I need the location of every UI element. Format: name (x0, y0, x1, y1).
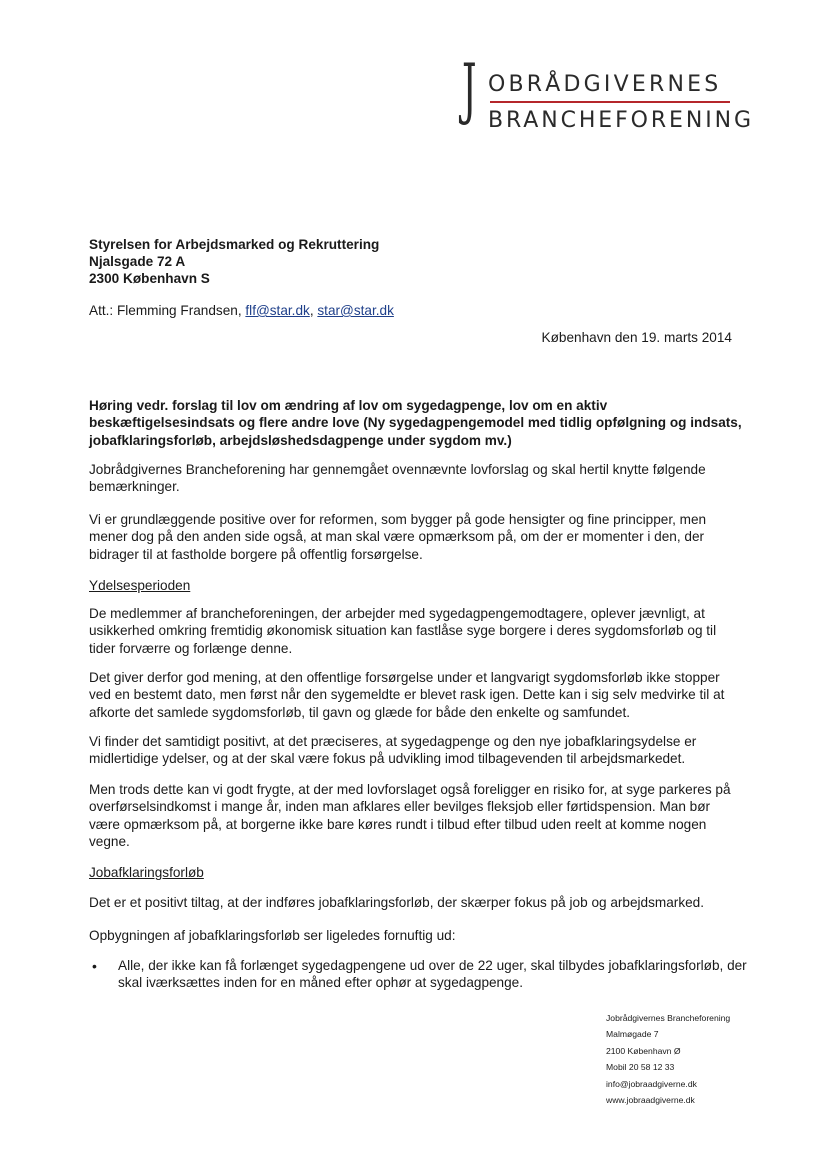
text-line: Men trods dette kan vi godt frygte, at der med lovforslaget også foreligger en risiko for, at syge parkeres på (89, 782, 731, 797)
paragraph-members (89, 605, 749, 657)
attention-line (89, 302, 394, 319)
section-heading-ydelsesperioden: Ydelsesperioden (89, 578, 191, 593)
text-line: De medlemmer af brancheforeningen, der arbejder med sygedagpengemodtagere, oplever jævnligt, at (89, 606, 705, 621)
subject-line: jobafklaringsforløb, arbejdsløshedsdagpenge under sygdom mv.) (89, 432, 512, 448)
paragraph-risk (89, 781, 749, 850)
text-line: bemærkninger. (89, 479, 180, 495)
paragraph-good-sense (89, 669, 749, 721)
recipient-city: 2300 København S (89, 271, 210, 286)
email-link-flf[interactable]: flf@star.dk (245, 303, 310, 318)
footer-email[interactable]: info@jobraadgiverne.dk (606, 1078, 697, 1089)
bullet-item (118, 957, 758, 992)
letter-date: København den 19. marts 2014 (541, 330, 732, 345)
text-line: usikkerhed omkring fremtidig økonomisk situation kan fastlåse syge borgere i deres sygdomsforløb og til (89, 623, 717, 639)
text-line: Jobrådgivernes Brancheforening har gennemgået ovennævnte lovforslag og skal hertil knytte følgende (89, 462, 706, 477)
subject-line: Høring vedr. forslag til lov om ændring af lov om sygedagpenge, lov om en aktiv (89, 398, 608, 413)
email-link-star[interactable]: star@star.dk (317, 303, 394, 318)
text-line: skal iværksættes inden for en måned efter ophør at sygedagpenge. (118, 975, 524, 991)
text-line: være opmærksom på, at borgerne ikke bare køres rundt i tilbud efter tilbud uden reelt at komme nogen (89, 816, 707, 832)
text-line: mener dog på den anden side også, at man skal være opmærksom på, om der er momenter i den, der (89, 529, 705, 545)
footer-org-name: Jobrådgivernes Brancheforening (606, 1013, 731, 1023)
paragraph-positive (89, 733, 749, 768)
attention-separator: , (309, 303, 318, 318)
recipient-street: Njalsgade 72 A (89, 254, 186, 269)
text-line: Vi er grundlæggende positive over for reformen, som bygger på gode hensigter og fine principper, men (89, 512, 707, 527)
text-line: tider forværre og forlænge denne. (89, 640, 293, 656)
text-line: overførselsindkomst i mange år, inden man afklares eller bevilges fleksjob eller førtidspension. Man bør (89, 799, 711, 815)
intro-paragraph-1 (89, 461, 749, 496)
text-line: Det giver derfor god mening, at den offentlige forsørgelse under et langvarigt sygdomsforløb ikke stopper (89, 670, 720, 685)
recipient-name: Styrelsen for Arbejdsmarked og Rekruttering (89, 237, 380, 252)
subject-line: beskæftigelsesindsats og flere andre love (Ny sygedagpengemodel med tidlig opfølgning og indsats, (89, 415, 742, 431)
text-line: Vi finder det samtidigt positivt, at det præciseres, at sygedagpenge og den nye jobafklaringsydelse er (89, 734, 697, 749)
paragraph-positive-initiative: Det er et positivt tiltag, at der indføres jobafklaringsforløb, der skærper fokus på job og arbejdsmarked. (89, 895, 705, 910)
organization-logo (462, 50, 754, 142)
footer-phone: Mobil 20 58 12 33 (606, 1062, 675, 1073)
logo-line-2: BRANCHEFORENING (488, 108, 754, 133)
text-line: midlertidige ydelser, og at der skal være fokus på udvikling imod tilbagevenden til arbejdsmarkedet. (89, 751, 686, 767)
bullet-mark: • (92, 958, 97, 974)
footer-city: 2100 København Ø (606, 1045, 681, 1056)
logo-divider (490, 101, 730, 103)
attention-prefix: Att.: Flemming Frandsen, (89, 303, 246, 318)
logo-line-1: OBRÅDGIVERNES (488, 72, 722, 97)
paragraph-structure: Opbygningen af jobafklaringsforløb ser ligeledes fornuftig ud: (89, 928, 456, 943)
text-line: bidrager til at fastholde borgere på offentlig forsørgelse. (89, 546, 423, 562)
footer-street: Malmøgade 7 (606, 1029, 659, 1040)
text-line: Alle, der ikke kan få forlænget sygedagpengene ud over de 22 uger, skal tilbydes jobafklaringsforløb, der (118, 958, 747, 973)
intro-paragraph-2 (89, 511, 749, 563)
subject-heading (89, 397, 749, 449)
section-heading-jobafklaringsforloeb: Jobafklaringsforløb (89, 865, 204, 880)
text-line: vegne. (89, 833, 130, 849)
footer-website[interactable]: www.jobraadgiverne.dk (606, 1095, 695, 1106)
text-line: ved en bestemt dato, men først når den sygemeldte er blevet rask igen. Dette kan i sig selv medvirke til at (89, 687, 725, 703)
text-line: afkorte det samlede sygdomsforløb, til gavn og glæde for både den enkelte og samfundet. (89, 704, 631, 720)
logo-letter: J (462, 50, 477, 127)
sender-footer (606, 1010, 730, 1108)
